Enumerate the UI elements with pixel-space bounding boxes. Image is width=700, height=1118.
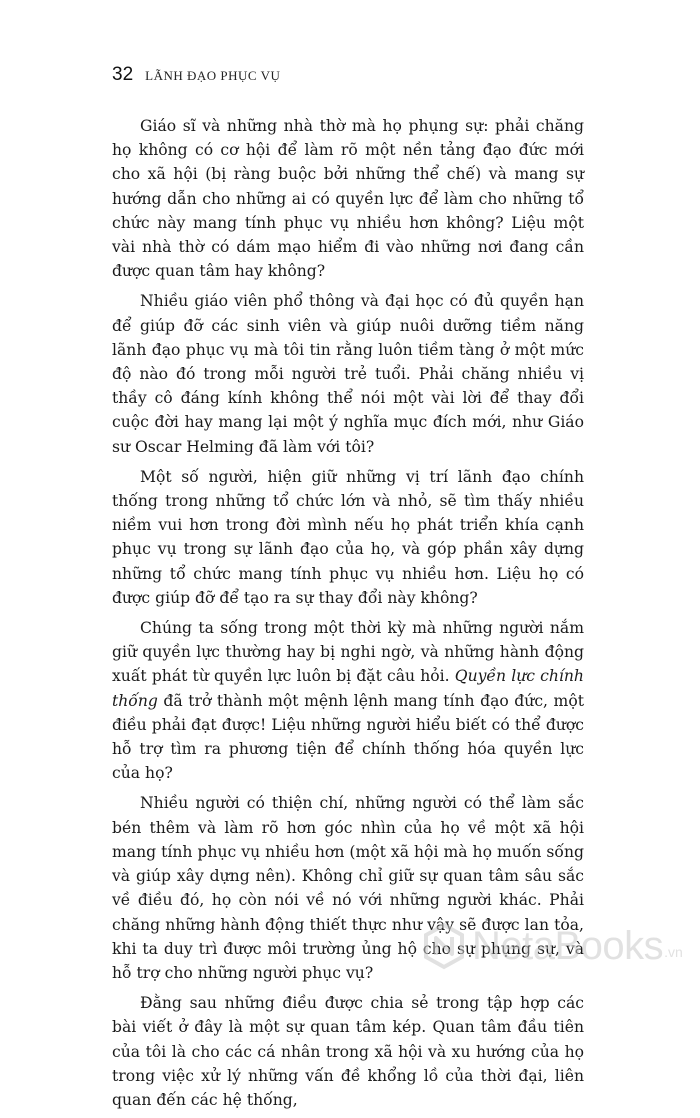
paragraph-3: Một số người, hiện giữ những vị trí lãnh đạo chính thống trong những tổ chức lớn và nhỏ, sẽ tìm thấy nhiều niềm vui hơn trong đời mình nếu họ phát triển khía cạnh phục vụ trong sự lãnh đạo của họ, và góp phần xây dựng những tổ chức mang tính phục vụ nhiều hơn. Liệu họ có được giúp đỡ để tạo ra sự thay đổi này không? (112, 467, 584, 607)
paragraph-6: Đằng sau những điều được chia sẻ trong tập hợp các bài viết ở đây là một sự quan tâm kép. Quan tâm đầu tiên của tôi là cho các cá nhân trong xã hội và xu hướng của họ trong việc xử lý những vấn đề khổng lồ của thời đại, liên quan đến các hệ thống, (112, 994, 584, 1109)
paragraph-5: Nhiều người có thiện chí, những người có thể làm sắc bén thêm và làm rõ hơn góc nhìn của họ về một xã hội mang tính phục vụ nhiều hơn (một xã hội mà họ muốn sống và giúp xây dựng nên). Không chỉ giữ sự quan tâm sâu sắc về điều đó, họ còn nói về nó với những người khác. Phải chăng những hành động thiết thực như vậy sẽ được lan tỏa, khi ta duy trì được môi trường ủng hộ cho sự phụng sự, và hỗ trợ cho những người phục vụ? (112, 794, 584, 982)
page-header (112, 64, 280, 86)
watermark (420, 922, 683, 970)
watermark-suffix: .vn (664, 944, 683, 960)
paragraph-4-italic: Quyền lực chính thống (112, 667, 584, 710)
paragraph-4-before: Chúng ta sống trong một thời kỳ mà những người nắm giữ quyền lực thường hay bị nghi ngờ, và những hành động xuất phát từ quyền lực luôn bị đặt câu hỏi. (112, 619, 584, 686)
running-title: LÃNH ĐẠO PHỤC VỤ (145, 68, 281, 83)
page-number: 32 (112, 64, 134, 85)
watermark-text: NetaBooks (472, 923, 664, 968)
paragraph-2: Nhiều giáo viên phổ thông và đại học có đủ quyền hạn để giúp đỡ các sinh viên và giúp nuôi dưỡng tiềm năng lãnh đạo phục vụ mà tôi tin rằng luôn tiềm tàng ở một mức độ nào đó trong mỗi người trẻ tuổi. Phải chăng nhiều vị thầy cô đáng kính không thể nói một vài lời để thay đổi cuộc đời hay mang lại một ý nghĩa mục đích mới, như Giáo sư Oscar Helming đã làm với tôi? (112, 292, 584, 456)
neta-hexagon-logo-icon (420, 922, 468, 970)
paragraph-1: Giáo sĩ và những nhà thờ mà họ phụng sự: phải chăng họ không có cơ hội để làm rõ một nền tảng đạo đức mới cho xã hội (bị ràng buộc bởi những thể chế) và mang sự hướng dẫn cho những ai có quyền lực để làm cho những tổ chức này mang tính phục vụ nhiều hơn không? Liệu một vài nhà thờ có dám mạo hiểm đi vào những nơi đang cần được quan tâm hay không? (112, 117, 584, 281)
paragraph-4-after: đã trở thành một mệnh lệnh mang tính đạo đức, một điều phải đạt được! Liệu những người hiểu biết có thể được hỗ trợ tìm ra phương tiện để chính thống hóa quyền lực của họ? (112, 691, 584, 783)
paragraph-4 (112, 616, 584, 785)
